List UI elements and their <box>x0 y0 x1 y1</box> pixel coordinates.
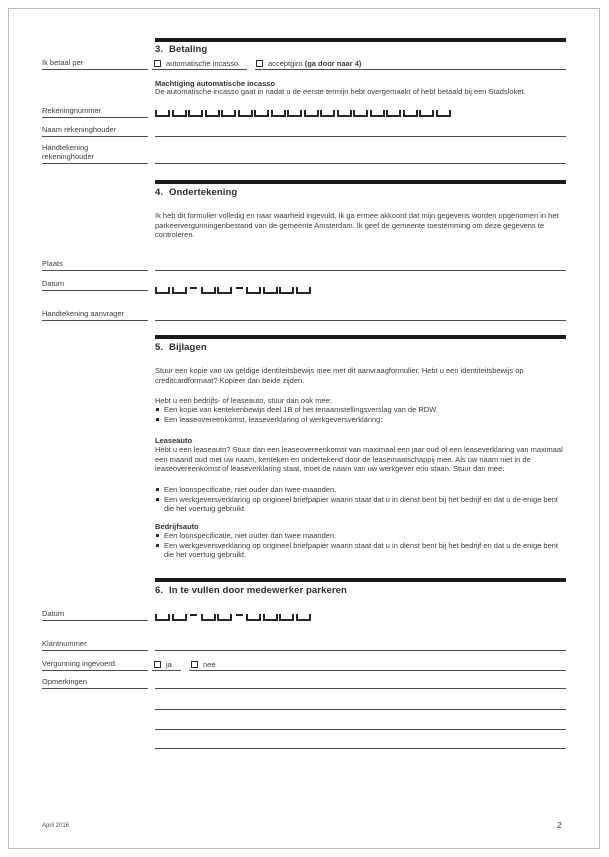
bullet-square-icon <box>156 418 159 421</box>
plaats-line[interactable] <box>155 270 566 271</box>
date-dash <box>190 614 197 616</box>
section-4-title <box>155 187 237 198</box>
option-automatische-incasso[interactable] <box>154 58 238 68</box>
bedrijfsauto-heading: Bedrijfsauto <box>155 522 199 531</box>
opmerkingen-line-3[interactable] <box>155 729 566 730</box>
pay-method-label: Ik betaal per <box>42 59 148 70</box>
machtiging-text: De automatische incasso gaat in nadat u de eerste termijn hebt overgemaakt of hebt betaald bij een Stadsloket. <box>155 87 526 96</box>
datum-label: Datum <box>42 280 148 291</box>
bullet-square-icon <box>156 498 159 501</box>
opmerkingen-line-4[interactable] <box>155 748 566 749</box>
section-5-divider <box>155 335 566 339</box>
checkbox-acceptgiro[interactable] <box>256 60 263 67</box>
klantnummer-label: Klantnummer <box>42 640 148 651</box>
bullet-item: Een loonspecificatie, niet ouder dan twee maanden. <box>155 531 568 541</box>
section-6-heading: In te vullen door medewerker parkeren <box>169 585 347 596</box>
bedrijfsauto-bullet-list <box>155 531 568 560</box>
datum-boxes[interactable] <box>155 287 311 294</box>
bedrijfs-bullet-list <box>155 405 568 424</box>
account-number-boxes[interactable] <box>155 110 451 117</box>
date-dash <box>236 287 243 289</box>
section-6-number: 6. <box>155 585 164 596</box>
bullet-item: Een werkgeversverklaring op origineel briefpapier waarin staat dat u in dienst bent bij het bedrijf en dat u de enige bent die het voertuig gebruikt. <box>155 541 568 560</box>
page-number: 2 <box>557 820 562 830</box>
option-ja[interactable] <box>154 659 172 669</box>
section-4-number: 4. <box>155 187 164 198</box>
bullet-item: Een kopie van kentekenbewijs deel 1B of het tenaamstellingsverslag van de RDW. <box>155 405 568 415</box>
section-6-title <box>155 585 347 596</box>
section-3-title <box>155 44 207 55</box>
bedrijfs-intro: Hebt u een bedrijfs- of leaseauto, stuur dan ook mee: <box>155 396 332 405</box>
ondertekening-intro: Ik heb dit formulier volledig en naar waarheid ingevuld. Ik ga ermee akkoord dat mijn gegevens worden opgenomen in het parkeervergunningenbestand van de gemeente Amsterdam. Ik geef de gemeente toestemming om deze gegevens te controleren. <box>155 211 559 239</box>
machtiging-heading: Machtiging automatische incasso <box>155 79 276 88</box>
leaseauto-heading: Leaseauto <box>155 436 193 445</box>
bullet-item: Een loonspecificatie, niet ouder dan twee maanden. <box>155 485 568 495</box>
bullet-square-icon <box>156 534 159 537</box>
section-3-divider <box>155 38 566 42</box>
naam-rekeninghouder-label: Naam rekeninghouder <box>42 126 148 137</box>
bullet-square-icon <box>156 488 159 491</box>
date-dash <box>236 614 243 616</box>
naam-rekeninghouder-line[interactable] <box>155 136 566 137</box>
nee-label: nee <box>203 659 216 669</box>
leaseauto-bullet-list <box>155 485 568 514</box>
medewerker-datum-boxes[interactable] <box>155 614 311 621</box>
bullet-square-icon <box>156 408 159 411</box>
nee-underline <box>189 670 566 671</box>
option-nee[interactable] <box>191 659 216 669</box>
section-3-heading: Betaling <box>169 44 208 55</box>
bullet-item: Een leaseovereenkomst, leaseverklaring of werkgeversverklaring: <box>155 415 568 425</box>
section-5-number: 5. <box>155 342 164 353</box>
footer-version-date: April 2016 <box>42 823 70 829</box>
option2-underline <box>255 69 566 70</box>
section-4-heading: Ondertekening <box>169 187 238 198</box>
ja-label: ja <box>166 659 172 669</box>
section-3-number: 3. <box>155 44 164 55</box>
bullet-square-icon <box>156 544 159 547</box>
opmerkingen-label: Opmerkingen <box>42 678 148 689</box>
checkbox-nee[interactable] <box>191 661 198 668</box>
option-acceptgiro-label: acceptgiro (ga door naar 4) <box>268 58 362 68</box>
opmerkingen-line-1[interactable] <box>155 688 566 689</box>
bullet-item: Een werkgeversverklaring op origineel briefpapier waarin staat dat u in dienst bent bij het bedrijf en dat u de enige bent die het voertuig gebruikt. <box>155 495 568 514</box>
section-4-divider <box>155 180 566 184</box>
vergunning-ingevoerd-label: Vergunning ingevoerd <box>42 660 148 671</box>
opmerkingen-line-2[interactable] <box>155 709 566 710</box>
handtekening-aanvrager-line[interactable] <box>155 320 566 321</box>
checkbox-ja[interactable] <box>154 661 161 668</box>
medewerker-datum-label: Datum <box>42 610 148 621</box>
handtekening-rekeninghouder-line[interactable] <box>155 163 566 164</box>
section-5-heading: Bijlagen <box>169 342 207 353</box>
ja-underline <box>152 670 181 671</box>
bijlagen-intro: Stuur een kopie van uw geldige identiteitsbewijs mee met dit aanvraagformulier. Hebt u een identiteitsbewijs op creditcardformaat? Kopieer dan beide zijden. <box>155 366 524 385</box>
plaats-label: Plaats <box>42 260 148 271</box>
section-5-title <box>155 342 207 353</box>
option-acceptgiro[interactable] <box>256 58 361 68</box>
section-6-divider <box>155 578 566 582</box>
option1-underline <box>152 69 247 70</box>
handtekening-aanvrager-label: Handtekening aanvrager <box>42 310 148 321</box>
rekeningnummer-label: Rekeningnummer <box>42 107 148 118</box>
handtekening-rekeninghouder-label: Handtekening rekeninghouder <box>42 144 148 164</box>
leaseauto-text: Hebt u een leaseauto? Stuur dan een leaseovereenkomst van maximaal een jaar oud of een leaseverklaring van maximaal een maand oud met uw naam, kenteken en ondertekend door de leasemaatschappij mee. Als uw naam niet in de leaseovereenkomst of leaseverklaring staat, moet de naam van uw werkgever erin staan. Stuur dan mee: <box>155 445 563 473</box>
date-dash <box>190 287 197 289</box>
option-automatische-incasso-label: automatische incasso <box>166 58 239 68</box>
klantnummer-line[interactable] <box>155 650 566 651</box>
checkbox-automatische-incasso[interactable] <box>154 60 161 67</box>
